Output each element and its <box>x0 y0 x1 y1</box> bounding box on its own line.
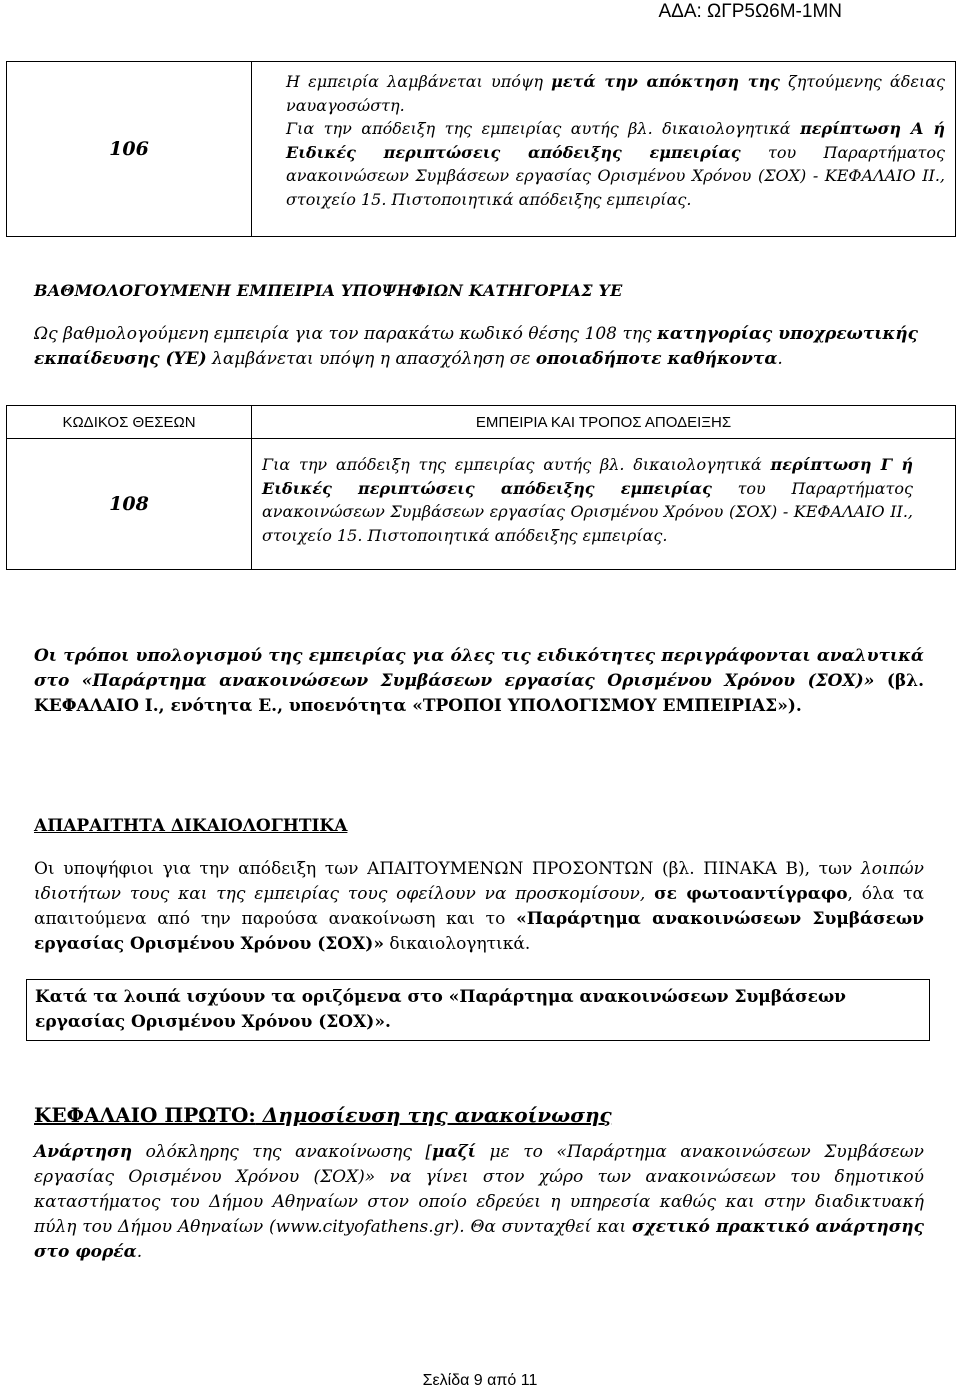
position-code-108: 108 <box>7 439 252 570</box>
ada-header: ΑΔΑ: ΩΓΡ5Ω6Μ-1ΜΝ <box>658 1 842 22</box>
experience-description-108: Για την απόδειξη της εμπειρίας αυτής βλ. δικαιολογητικά περίπτωση Γ ή Ειδικές περιπτώσεις απόδειξης εμπειρίας του Παραρτήματος ανακοινώσεων Συμβάσεων εργασίας Ορισμένου Χρόνου (ΣΟΧ) - ΚΕΦΑΛΑΙΟ ΙΙ., στοιχείο 15. Πιστοποιητικά απόδειξης εμπειρίας. <box>252 439 956 570</box>
position-code-106: 106 <box>7 62 252 237</box>
table-position-106 <box>6 61 956 237</box>
required-documents-heading: ΑΠΑΡΑΙΤΗΤΑ ΔΙΚΑΙΟΛΟΓΗΤΙΚΑ <box>34 816 348 836</box>
page-number: Σελίδα 9 από 11 <box>422 1372 538 1389</box>
category-heading: ΒΑΘΜΟΛΟΓΟΥΜΕΝΗ ΕΜΠΕΙΡΙΑ ΥΠΟΨΗΦΙΩΝ ΚΑΤΗΓΟΡΙΑΣ ΥΕ <box>34 281 623 300</box>
required-documents-paragraph: Οι υποψήφιοι για την απόδειξη των ΑΠΑΙΤΟΥΜΕΝΩΝ ΠΡΟΣΟΝΤΩΝ (βλ. ΠΙΝΑΚΑ Β), των λοιπών ιδιοτήτων τους και της εμπειρίας τους οφείλουν να προσκομίσουν, σε φωτοαντίγραφο, όλα τα απαιτούμενα από την παρούσα ανακοίνωση και το «Παράρτημα ανακοινώσεων Συμβάσεων εργασίας Ορισμένου Χρόνου (ΣΟΧ)» δικαιολογητικά. <box>34 859 924 954</box>
category-paragraph: Ως βαθμολογούμενη εμπειρία για τον παρακάτω κωδικό θέσης 108 της κατηγορίας υποχρεωτικής εκπαίδευσης (ΥΕ) λαμβάνεται υπόψη η απασχόληση σε οποιαδήποτε καθήκοντα. <box>34 324 918 369</box>
publication-paragraph: Ανάρτηση ολόκληρης της ανακοίνωσης [μαζί με το «Παράρτημα ανακοινώσεων Συμβάσεων εργασίας Ορισμένου Χρόνου (ΣΟΧ)» να γίνει στον χώρο των ανακοινώσεων του δημοτικού καταστήματος του Δήμου Αθηναίων στον οποίο εδρεύει η υπηρεσία καθώς και στην διαδικτυακή πύλη του Δήμου Αθηναίων (www.cityofathens.gr). Θα συνταχθεί και σχετικό πρακτικό ανάρτησης στο φορέα. <box>34 1142 924 1262</box>
experience-description-106 <box>252 62 956 237</box>
experience-proof: Για την απόδειξη της εμπειρίας αυτής βλ. δικαιολογητικά περίπτωση Α ή Ειδικές περιπτώσεις απόδειξης εμπειρίας του Παραρτήματος ανακοινώσεων Συμβάσεων εργασίας Ορισμένου Χρόνου (ΣΟΧ) - ΚΕΦΑΛΑΙΟ ΙΙ., στοιχείο 15. Πιστοποιητικά απόδειξης εμπειρίας. <box>286 119 946 209</box>
chapter-one-heading: ΚΕΦΑΛΑΙΟ ΠΡΩΤΟ: Δημοσίευση της ανακοίνωσης <box>34 1103 612 1127</box>
column-header-experience: ΕΜΠΕΙΡΙΑ ΚΑΙ ΤΡΟΠΟΣ ΑΠΟΔΕΙΞΗΣ <box>252 406 956 439</box>
remaining-provisions-notice: Κατά τα λοιπά ισχύουν τα οριζόμενα στο «Παράρτημα ανακοινώσεων Συμβάσεων εργασίας Ορισμένου Χρόνου (ΣΟΧ)». <box>26 979 930 1041</box>
experience-rule: Η εμπειρία λαμβάνεται υπόψη μετά την απόκτηση της ζητούμενης άδειας ναυαγοσώστη. <box>286 72 945 115</box>
table-position-108 <box>6 405 956 570</box>
column-header-code: ΚΩΔΙΚΟΣ ΘΕΣΕΩΝ <box>7 406 252 439</box>
calculation-paragraph: Οι τρόποι υπολογισμού της εμπειρίας για όλες τις ειδικότητες περιγράφονται αναλυτικά στο «Παράρτημα ανακοινώσεων Συμβάσεων εργασίας Ορισμένου Χρόνου (ΣΟΧ)» (βλ. ΚΕΦΑΛΑΙΟ Ι., ενότητα Ε., υποενότητα «ΤΡΟΠΟΙ ΥΠΟΛΟΓΙΣΜΟΥ ΕΜΠΕΙΡΙΑΣ»). <box>34 646 924 716</box>
